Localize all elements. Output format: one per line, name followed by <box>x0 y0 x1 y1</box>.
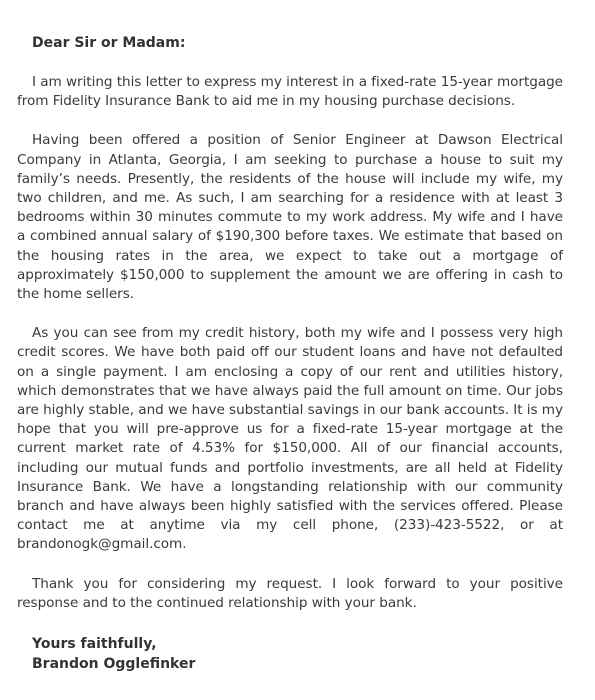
paragraph-credit-history: As you can see from my credit history, both my wife and I possess very high credit scores. We have both paid off our student loans and have not defaulted on a single payment. I am enclosing a copy of our rent and utilities history, which demonstrates that we have always paid the full amount on time. Our jobs are highly stable, and we have substantial savings in our bank accounts. It is my hope that you will pre-approve us for a fixed-rate 15-year mortgage at the current market rate of 4.53% for $150,000. All of our financial accounts, including our mutual funds and portfolio investments, are all held at Fidelity Insurance Bank. We have a longstanding relationship with our community branch and have always been highly satisfied with the services offered. Please contact me at anytime via my cell phone, (233)-423-5522, or at brandonogk@gmail.com. <box>17 325 563 553</box>
signature-name: Brandon Ogglefinker <box>32 656 196 672</box>
salutation: Dear Sir or Madam: <box>32 35 186 51</box>
letter-closing <box>32 634 195 674</box>
paragraph-intro: I am writing this letter to express my interest in a fixed-rate 15-year mortgage from Fidelity Insurance Bank to aid me in my housing purchase decisions. <box>17 74 563 110</box>
paragraph-background: Having been offered a position of Senior Engineer at Dawson Electrical Company in Atlanta, Georgia, I am seeking to purchase a house to suit my family’s needs. Presently, the residents of the house will include my wife, my two children, and me. As such, I am searching for a residence with at least 3 bedrooms within 30 minutes commute to my work address. My wife and I have a combined annual salary of $190,300 before taxes. We estimate that based on the housing rates in the area, we expect to take out a mortgage of approximately $150,000 to supplement the amount we are offering in cash to the home sellers. <box>17 132 563 303</box>
closing-phrase: Yours faithfully, <box>32 636 157 652</box>
letter-body <box>17 34 563 632</box>
paragraph-thanks: Thank you for considering my request. I look forward to your positive response and to the continued relationship with your bank. <box>17 575 563 611</box>
